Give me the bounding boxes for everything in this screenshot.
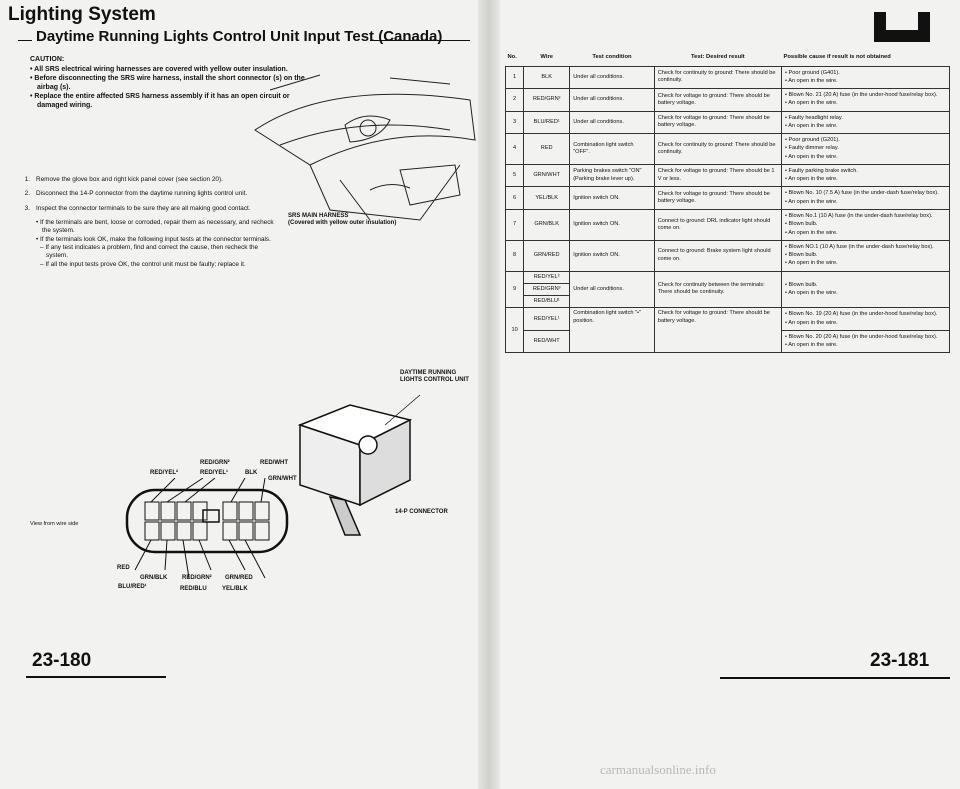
table-row: 1 BLK Under all conditions. Check for continuity to ground: There should be continuity. • Poor ground (G401). • An open in the wire.	[506, 66, 950, 89]
srs-harness-label: SRS MAIN HARNESS	[288, 213, 349, 219]
subtitle-rule	[370, 40, 470, 41]
procedure-step: 2. Disconnect the 14-P connector from the daytime running lights control unit.	[24, 190, 248, 198]
pin-label: GRN/RED	[225, 575, 253, 581]
table-row: 8 GRN/RED Ignition switch ON. Connect to ground: Brake system light should come on. • Blown NO.1 (10 A) fuse (in the under-dash fuse/relay box). • Blown bulb. • An open in the wire.	[506, 240, 950, 271]
procedure-step: 3. Inspect the connector terminals to be sure they are all making good contact.	[24, 204, 251, 212]
dashboard-illustration	[250, 70, 480, 230]
drl-unit-label: DAYTIME RUNNING	[400, 370, 457, 376]
section-subtitle: Daytime Running Lights Control Unit Input Test (Canada)	[36, 28, 443, 45]
pin-label: RED/YEL¹	[200, 470, 229, 476]
connector-label: 14-P CONNECTOR	[395, 509, 448, 515]
substeps	[14, 219, 274, 269]
section-tab-icon	[870, 10, 934, 44]
pin-label: YEL/BLK	[222, 586, 248, 592]
pin-label: RED/BLU	[180, 586, 207, 592]
caution-item: • Replace the entire affected SRS harness assembly if it has an open circuit or damaged wiring.	[30, 92, 290, 109]
substep-dash: – If all the input tests prove OK, the control unit must be faulty; replace it.	[40, 260, 246, 268]
caution-heading: CAUTION:	[30, 56, 65, 63]
page-number: 23-180	[32, 650, 92, 671]
table-row: RED/BLU¹	[506, 296, 950, 308]
substep: • If the terminals look OK, make the following input tests at the connector terminals.	[36, 235, 271, 243]
table-row: 2 RED/GRN² Under all conditions. Check for voltage to ground: There should be battery voltage. • Blown No. 21 (20 A) fuse (in the under-hood fuse/relay box). • An open in the wire.	[506, 89, 950, 112]
pin-label: BLK	[245, 470, 258, 476]
table-row: RED/GRN³	[506, 283, 950, 295]
table-row: 9 RED/YEL² Under all conditions. Check for continuity between the terminals: There should be continuity. • Blown bulb. • An open in the wire.	[506, 271, 950, 283]
srs-harness-note: (Covered with yellow outer insulation)	[288, 220, 397, 226]
substep: • If the terminals are bent, loose or corroded, repair them as necessary, and recheck the system.	[36, 218, 274, 235]
procedure-steps	[14, 176, 274, 269]
pin-label: RED/YEL²	[150, 470, 179, 476]
table-row: 6 YEL/BLK Ignition switch ON. Check for voltage to ground: There should be battery voltage. • Blown No. 10 (7.5 A) fuse (in the under-dash fuse/relay box). • An open in the wire.	[506, 187, 950, 210]
table-row: RED/WHT • Blown No. 20 (20 A) fuse (in the under-hood fuse/relay box). • An open in the wire.	[506, 330, 950, 353]
substep-dash: – If any test indicates a problem, find and correct the cause, then recheck the system.	[40, 243, 259, 260]
table-row: 3 BLU/RED¹ Under all conditions. Check for voltage to ground: There should be battery voltage. • Faulty headlight relay. • An open in the wire.	[506, 111, 950, 134]
table-header-row	[506, 52, 950, 66]
column-header: Possible cause if result is not obtained	[783, 54, 891, 60]
pin-label: RED/GRN²	[200, 460, 230, 466]
caution-item: • All SRS electrical wiring harnesses are covered with yellow outer insulation.	[30, 65, 288, 73]
watermark: carmanualsonline.info	[600, 762, 716, 777]
connector-face-diagram	[115, 478, 315, 588]
pin-label: RED/WHT	[260, 460, 288, 466]
column-header: No.	[507, 54, 517, 60]
caution-item: • Before disconnecting the SRS wire harness, install the short connector (s) on the airbag (s).	[30, 74, 305, 91]
column-header: Test: Desired result	[691, 54, 745, 60]
pin-label: GRN/WHT	[268, 476, 297, 482]
pin-label: BLU/RED¹	[118, 584, 147, 590]
footer-rule	[26, 676, 166, 678]
page-number: 23-181	[870, 650, 930, 671]
pin-label: RED	[117, 565, 130, 571]
pin-label: RED/GRN²	[182, 575, 212, 581]
table-row: 5 GRN/WHT Parking brakes switch "ON" (Parking brake lever up). Check for voltage to ground: There should be 1 V or less. • Faulty parking brake switch. • An open in the wire.	[506, 164, 950, 187]
table-row: 4 RED Combination light switch "OFF". Check for continuity to ground: There should be continuity. • Poor ground (G201). • Faulty dimmer relay. • An open in the wire.	[506, 134, 950, 165]
view-direction-note: View from wire side	[30, 521, 79, 527]
drl-unit-label: LIGHTS CONTROL UNIT	[400, 377, 469, 383]
table-row: 10 RED/YEL¹ Combination light switch "•" position. Check for voltage to ground: There should be battery voltage. • Blown No. 19 (20 A) fuse (in the under-hood fuse/relay box). • An open in the wire.	[506, 308, 950, 331]
pin-label: GRN/BLK	[140, 575, 168, 581]
footer-rule	[720, 677, 950, 679]
procedure-step: 1. Remove the glove box and right kick panel cover (see section 20).	[24, 176, 223, 183]
input-test-table	[505, 52, 950, 353]
column-header: Wire	[540, 54, 553, 60]
column-header: Test condition	[592, 54, 632, 60]
subtitle-rule	[18, 40, 32, 41]
page-title: Lighting System	[8, 4, 156, 25]
table-row: 7 GRN/BLK Ignition switch ON. Connect to ground: DRL indicator light should come on. • Blown No.1 (10 A) fuse (in the under-dash fuse/relay box). • Blown bulb. • An open in the wire.	[506, 209, 950, 240]
book-binding-gutter	[478, 0, 500, 789]
drl-control-unit-illustration	[290, 385, 470, 545]
